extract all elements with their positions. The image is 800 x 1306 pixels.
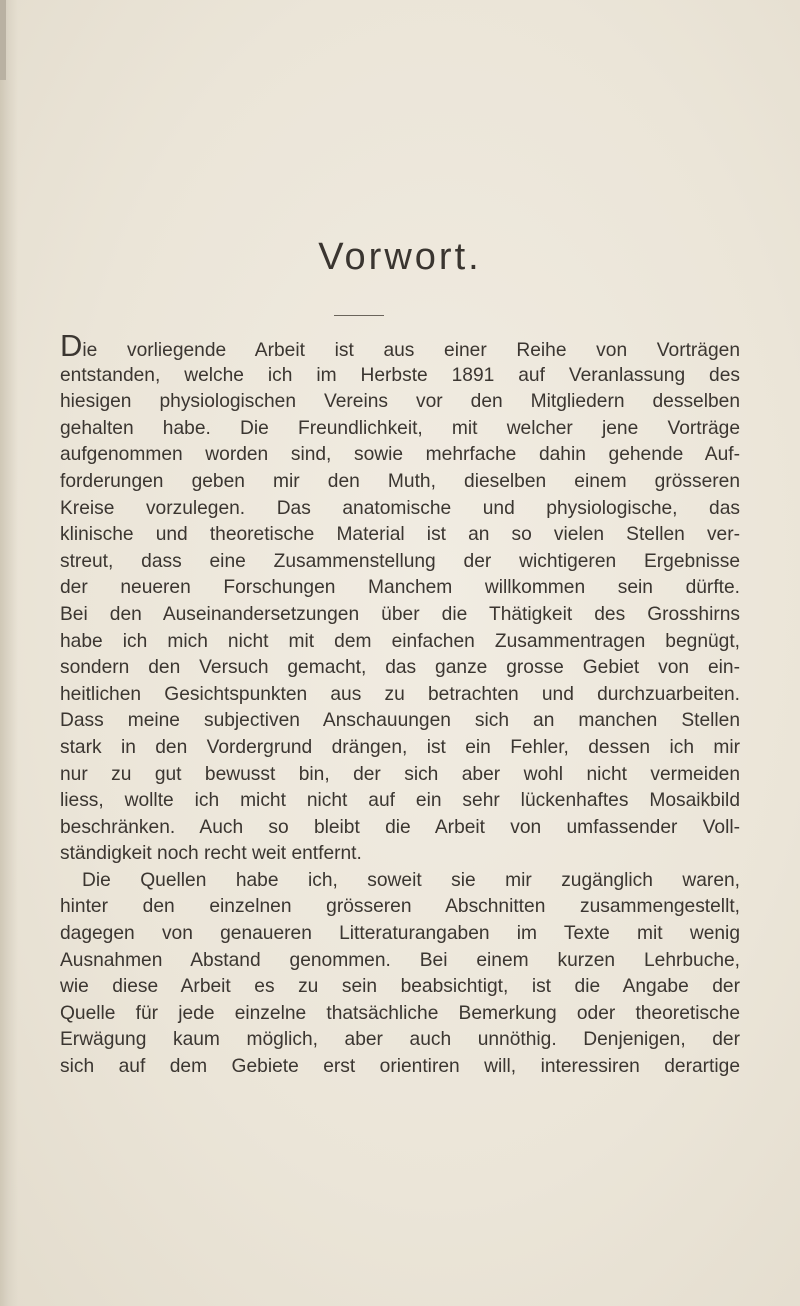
body-text xyxy=(60,328,740,1081)
text-line: Quelle für jede einzelne thatsächliche Bemerkung oder theoretische xyxy=(60,1002,740,1024)
drop-cap: D xyxy=(60,328,83,363)
text-line: gehalten habe. Die Freundlichkeit, mit welcher jene Vorträge xyxy=(60,417,740,439)
text-line: nur zu gut bewusst bin, der sich aber wohl nicht vermeiden xyxy=(60,763,740,785)
title-divider xyxy=(334,315,384,316)
text-line: stark in den Vordergrund drängen, ist ein Fehler, dessen ich mir xyxy=(60,736,740,758)
text-line: streut, dass eine Zusammenstellung der wichtigeren Ergebnisse xyxy=(60,550,740,572)
text-line: hinter den einzelnen grösseren Abschnitten zusammengestellt, xyxy=(60,896,740,918)
page-edge-mark xyxy=(0,0,6,80)
text-line: entstanden, welche ich im Herbste 1891 auf Veranlassung des xyxy=(60,364,740,386)
text-line: forderungen geben mir den Muth, dieselben einem grösseren xyxy=(60,470,740,492)
text-line: hiesigen physiologischen Vereins vor den Mitgliedern desselben xyxy=(60,391,740,413)
text-line: klinische und theoretische Material ist an so vielen Stellen ver- xyxy=(60,524,740,546)
text-line: heitlichen Gesichtspunkten aus zu betrachten und durchzuarbeiten. xyxy=(60,683,740,705)
text-line: Ausnahmen Abstand genommen. Bei einem kurzen Lehrbuche, xyxy=(60,949,740,971)
text-line: habe ich mich nicht mit dem einfachen Zusammentragen begnügt, xyxy=(60,630,740,652)
text-line: sondern den Versuch gemacht, das ganze grosse Gebiet von ein- xyxy=(60,657,740,679)
text-line: Kreise vorzulegen. Das anatomische und physiologische, das xyxy=(60,497,740,519)
text-line: Die vorliegende Arbeit ist aus einer Reihe von Vorträgen xyxy=(60,328,740,363)
text-line: sich auf dem Gebiete erst orientiren will, interessiren derartige xyxy=(60,1056,740,1078)
text-line: Dass meine subjectiven Anschauungen sich an manchen Stellen xyxy=(60,710,740,732)
text-line: Bei den Auseinandersetzungen über die Thätigkeit des Grosshirns xyxy=(60,603,740,625)
page-binding-shadow xyxy=(0,0,18,1306)
text-line: Erwägung kaum möglich, aber auch unnöthig. Denjenigen, der xyxy=(60,1029,740,1051)
text-line: beschränken. Auch so bleibt die Arbeit von umfassender Voll- xyxy=(60,816,740,838)
text-line: der neueren Forschungen Manchem willkommen sein dürfte. xyxy=(60,577,740,599)
text-line: ständigkeit noch recht weit entfernt. xyxy=(60,843,362,865)
text-line: liess, wollte ich micht nicht auf ein sehr lückenhaftes Mosaikbild xyxy=(60,790,740,812)
text-line: wie diese Arbeit es zu sein beabsichtigt, ist die Angabe der xyxy=(60,976,740,998)
page-title: Vorwort. xyxy=(318,236,482,278)
text-line: dagegen von genaueren Litteraturangaben im Texte mit wenig xyxy=(60,923,740,945)
text-line: aufgenommen worden sind, sowie mehrfache dahin gehende Auf- xyxy=(60,444,740,466)
text-line: Die Quellen habe ich, soweit sie mir zugänglich waren, xyxy=(82,869,740,891)
